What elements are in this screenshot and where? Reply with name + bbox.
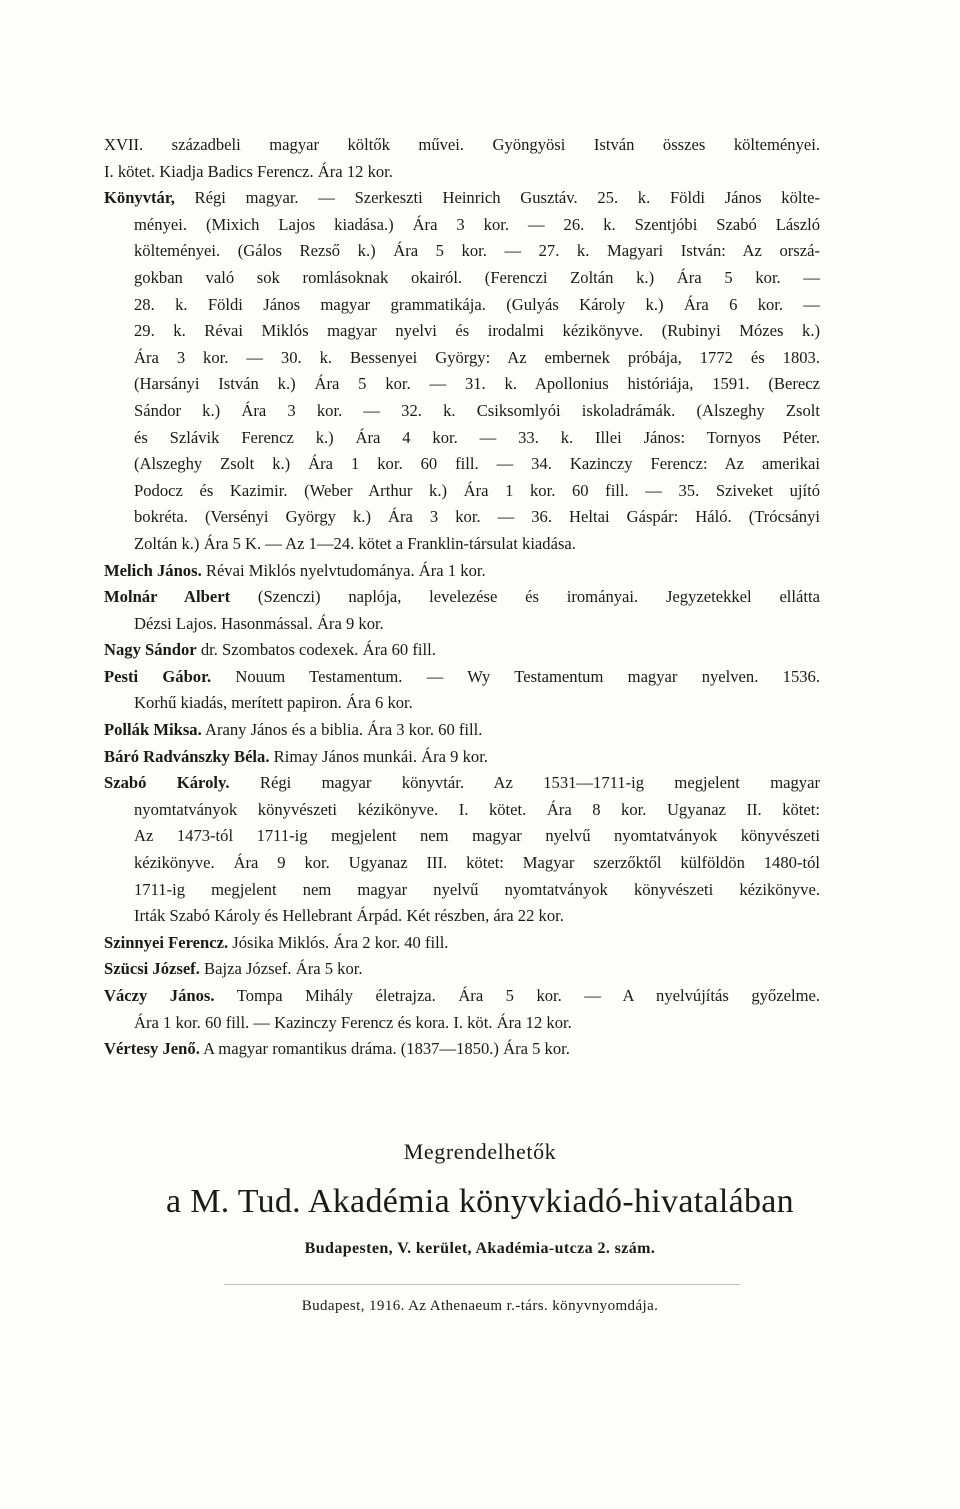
entry-text: 1711-ig megjelent nem magyar nyelvű nyomtatványok könyvészeti kézikönyve. xyxy=(134,879,820,899)
entry-text: (Szenczi) naplója, levelezése és irományai. Jegyzetekkel ellátta xyxy=(257,587,820,607)
catalog-line xyxy=(104,664,820,691)
catalog-line xyxy=(104,531,820,558)
entry-text: (Alszeghy Zsolt k.) Ára 1 kor. 60 fill. — 34. Kazinczy Ferencz: Az amerikai xyxy=(134,454,820,474)
author-name: Pollák Miksa. xyxy=(104,720,202,740)
entry-text: Arany János és a biblia. Ára 3 kor. 60 fill. xyxy=(204,720,483,740)
entry-text: dr. Szombatos codexek. Ára 60 fill. xyxy=(200,640,436,660)
catalog-line xyxy=(104,265,820,292)
author-name: Nagy Sándor xyxy=(104,640,197,660)
entry-text: Ára 1 kor. 60 fill. — Kazinczy Ferencz és kora. I. köt. Ára 12 kor. xyxy=(134,1012,572,1032)
catalog-line xyxy=(104,637,820,664)
entry-text: (Harsányi István k.) Ára 5 kor. — 31. k. Apollonius históriája, 1591. (Berecz xyxy=(134,374,820,394)
catalog-line xyxy=(104,930,820,957)
catalog-line xyxy=(104,185,820,212)
catalog-line xyxy=(104,159,820,186)
author-name: Molnár Albert xyxy=(104,587,231,607)
catalog-line xyxy=(104,850,820,877)
catalog-line xyxy=(104,983,820,1010)
catalog-line xyxy=(104,744,820,771)
entry-text: és Szlávik Ferencz k.) Ára 4 kor. — 33. k. Illei János: Tornyos Péter. xyxy=(134,427,820,447)
entry-text: ményei. (Mixich Lajos kiadása.) Ára 3 kor. — 26. k. Szentjóbi Szabó László xyxy=(134,214,820,234)
entry-text: Bajza József. Ára 5 kor. xyxy=(204,959,363,979)
divider xyxy=(224,1284,740,1285)
catalog-line xyxy=(104,558,820,585)
catalog-line xyxy=(104,1036,820,1063)
entry-text: Korhű kiadás, merített papiron. Ára 6 kor. xyxy=(134,693,413,713)
catalog-line xyxy=(104,504,820,531)
catalog-line xyxy=(104,611,820,638)
entry-text: kézikönyve. Ára 9 kor. Ugyanaz III. kötet: Magyar szerzőktől külföldön 1480-tól xyxy=(134,853,820,873)
catalog-line xyxy=(104,1010,820,1037)
author-name: Váczy János. xyxy=(104,986,215,1005)
catalog-line xyxy=(104,425,820,452)
catalog-line xyxy=(104,797,820,824)
catalog-line xyxy=(104,903,820,930)
author-name: Szücsi József. xyxy=(104,959,200,979)
catalog-line xyxy=(104,238,820,265)
author-name: Vértesy Jenő. xyxy=(104,1039,200,1059)
catalog-line xyxy=(104,398,820,425)
catalog-line xyxy=(104,292,820,319)
entry-text: Sándor k.) Ára 3 kor. — 32. k. Csiksomlyói iskoladrámák. (Alszeghy Zsolt xyxy=(134,400,820,420)
entry-text: XVII. századbeli magyar költők művei. Gyöngyösi István összes költeményei. xyxy=(104,135,820,154)
catalog-line xyxy=(104,451,820,478)
publisher-office: a M. Tud. Akadémia könyvkiadó-hivatalában xyxy=(166,1183,794,1220)
entry-text: Tompa Mihály életrajza. Ára 5 kor. — A nyelvújítás győzelme. xyxy=(236,986,820,1005)
catalog-line xyxy=(104,132,820,159)
catalog-line xyxy=(104,478,820,505)
catalog-line xyxy=(104,770,820,797)
entry-text: Nouum Testamentum. — Wy Testamentum magyar nyelven. 1536. xyxy=(235,666,820,686)
catalog-line xyxy=(104,690,820,717)
entry-text: Irták Szabó Károly és Hellebrant Árpád. Két részben, ára 22 kor. xyxy=(134,906,564,926)
entry-text: Jósika Miklós. Ára 2 kor. 40 fill. xyxy=(232,932,449,952)
catalog-line xyxy=(104,877,820,904)
publisher-address: Budapesten, V. kerület, Akadémia-utcza 2. szám. xyxy=(304,1240,656,1257)
entry-text: bokréta. (Versényi György k.) Ára 3 kor. — 36. Heltai Gáspár: Háló. (Trócsányi xyxy=(134,507,820,527)
entry-text: I. kötet. Kiadja Badics Ferencz. Ára 12 kor. xyxy=(104,161,393,181)
entry-text: gokban való sok romlásoknak okairól. (Ferenczi Zoltán k.) Ára 5 kor. — xyxy=(134,267,820,287)
entry-text: Podocz és Kazimir. (Weber Arthur k.) Ára 1 kor. 60 fill. — 35. Sziveket ujító xyxy=(134,480,820,500)
entry-text: Régi magyar könyvtár. Az 1531—1711-ig megjelent magyar xyxy=(259,773,820,793)
catalog-line xyxy=(104,956,820,983)
catalog-line xyxy=(104,823,820,850)
catalog-line xyxy=(104,584,820,611)
entry-text: Ára 3 kor. — 30. k. Bessenyei György: Az embernek próbája, 1772 és 1803. xyxy=(134,347,820,367)
entry-text: Zoltán k.) Ára 5 K. — Az 1—24. kötet a Franklin-társulat kiadása. xyxy=(134,533,576,553)
entry-text: 28. k. Földi János magyar grammatikája. (Gulyás Károly k.) Ára 6 kor. — xyxy=(134,294,820,314)
entry-text: Révai Miklós nyelvtudománya. Ára 1 kor. xyxy=(205,560,486,580)
entry-text: 29. k. Révai Miklós magyar nyelvi és irodalmi kézikönyve. (Rubinyi Mózes k.) xyxy=(134,321,820,341)
author-name: Pesti Gábor. xyxy=(104,666,212,686)
author-name: Báró Radvánszky Béla. xyxy=(104,746,270,766)
author-name: Szabó Károly. xyxy=(104,773,230,793)
entry-text: nyomtatványok könyvészeti kézikönyve. I. kötet. Ára 8 kor. Ugyanaz II. kötet: xyxy=(134,799,820,819)
order-heading: Megrendelhetők xyxy=(403,1139,557,1164)
catalog-line xyxy=(104,371,820,398)
entry-text: Rimay János munkái. Ára 9 kor. xyxy=(273,746,488,766)
catalog-line xyxy=(104,318,820,345)
entry-text: költeményei. (Gálos Rezső k.) Ára 5 kor. — 27. k. Magyari István: Az orszá- xyxy=(134,241,820,261)
catalog-entries xyxy=(104,132,820,1063)
entry-text: A magyar romantikus dráma. (1837—1850.) Ára 5 kor. xyxy=(203,1039,570,1059)
author-name: Könyvtár, xyxy=(104,188,175,208)
catalog-line xyxy=(104,345,820,372)
entry-text: Régi magyar. — Szerkeszti Heinrich Gusztáv. 25. k. Földi János költe- xyxy=(194,188,820,208)
catalog-line xyxy=(104,212,820,239)
author-name: Melich János. xyxy=(104,560,202,580)
author-name: Szinnyei Ferencz. xyxy=(104,932,229,952)
entry-text: Az 1473-tól 1711-ig megjelent nem magyar nyelvű nyomtatványok könyvészeti xyxy=(134,826,820,846)
printer-imprint: Budapest, 1916. Az Athenaeum r.-társ. könyvnyomdája. xyxy=(301,1298,659,1314)
catalog-line xyxy=(104,717,820,744)
entry-text: Dézsi Lajos. Hasonmással. Ára 9 kor. xyxy=(134,613,384,633)
